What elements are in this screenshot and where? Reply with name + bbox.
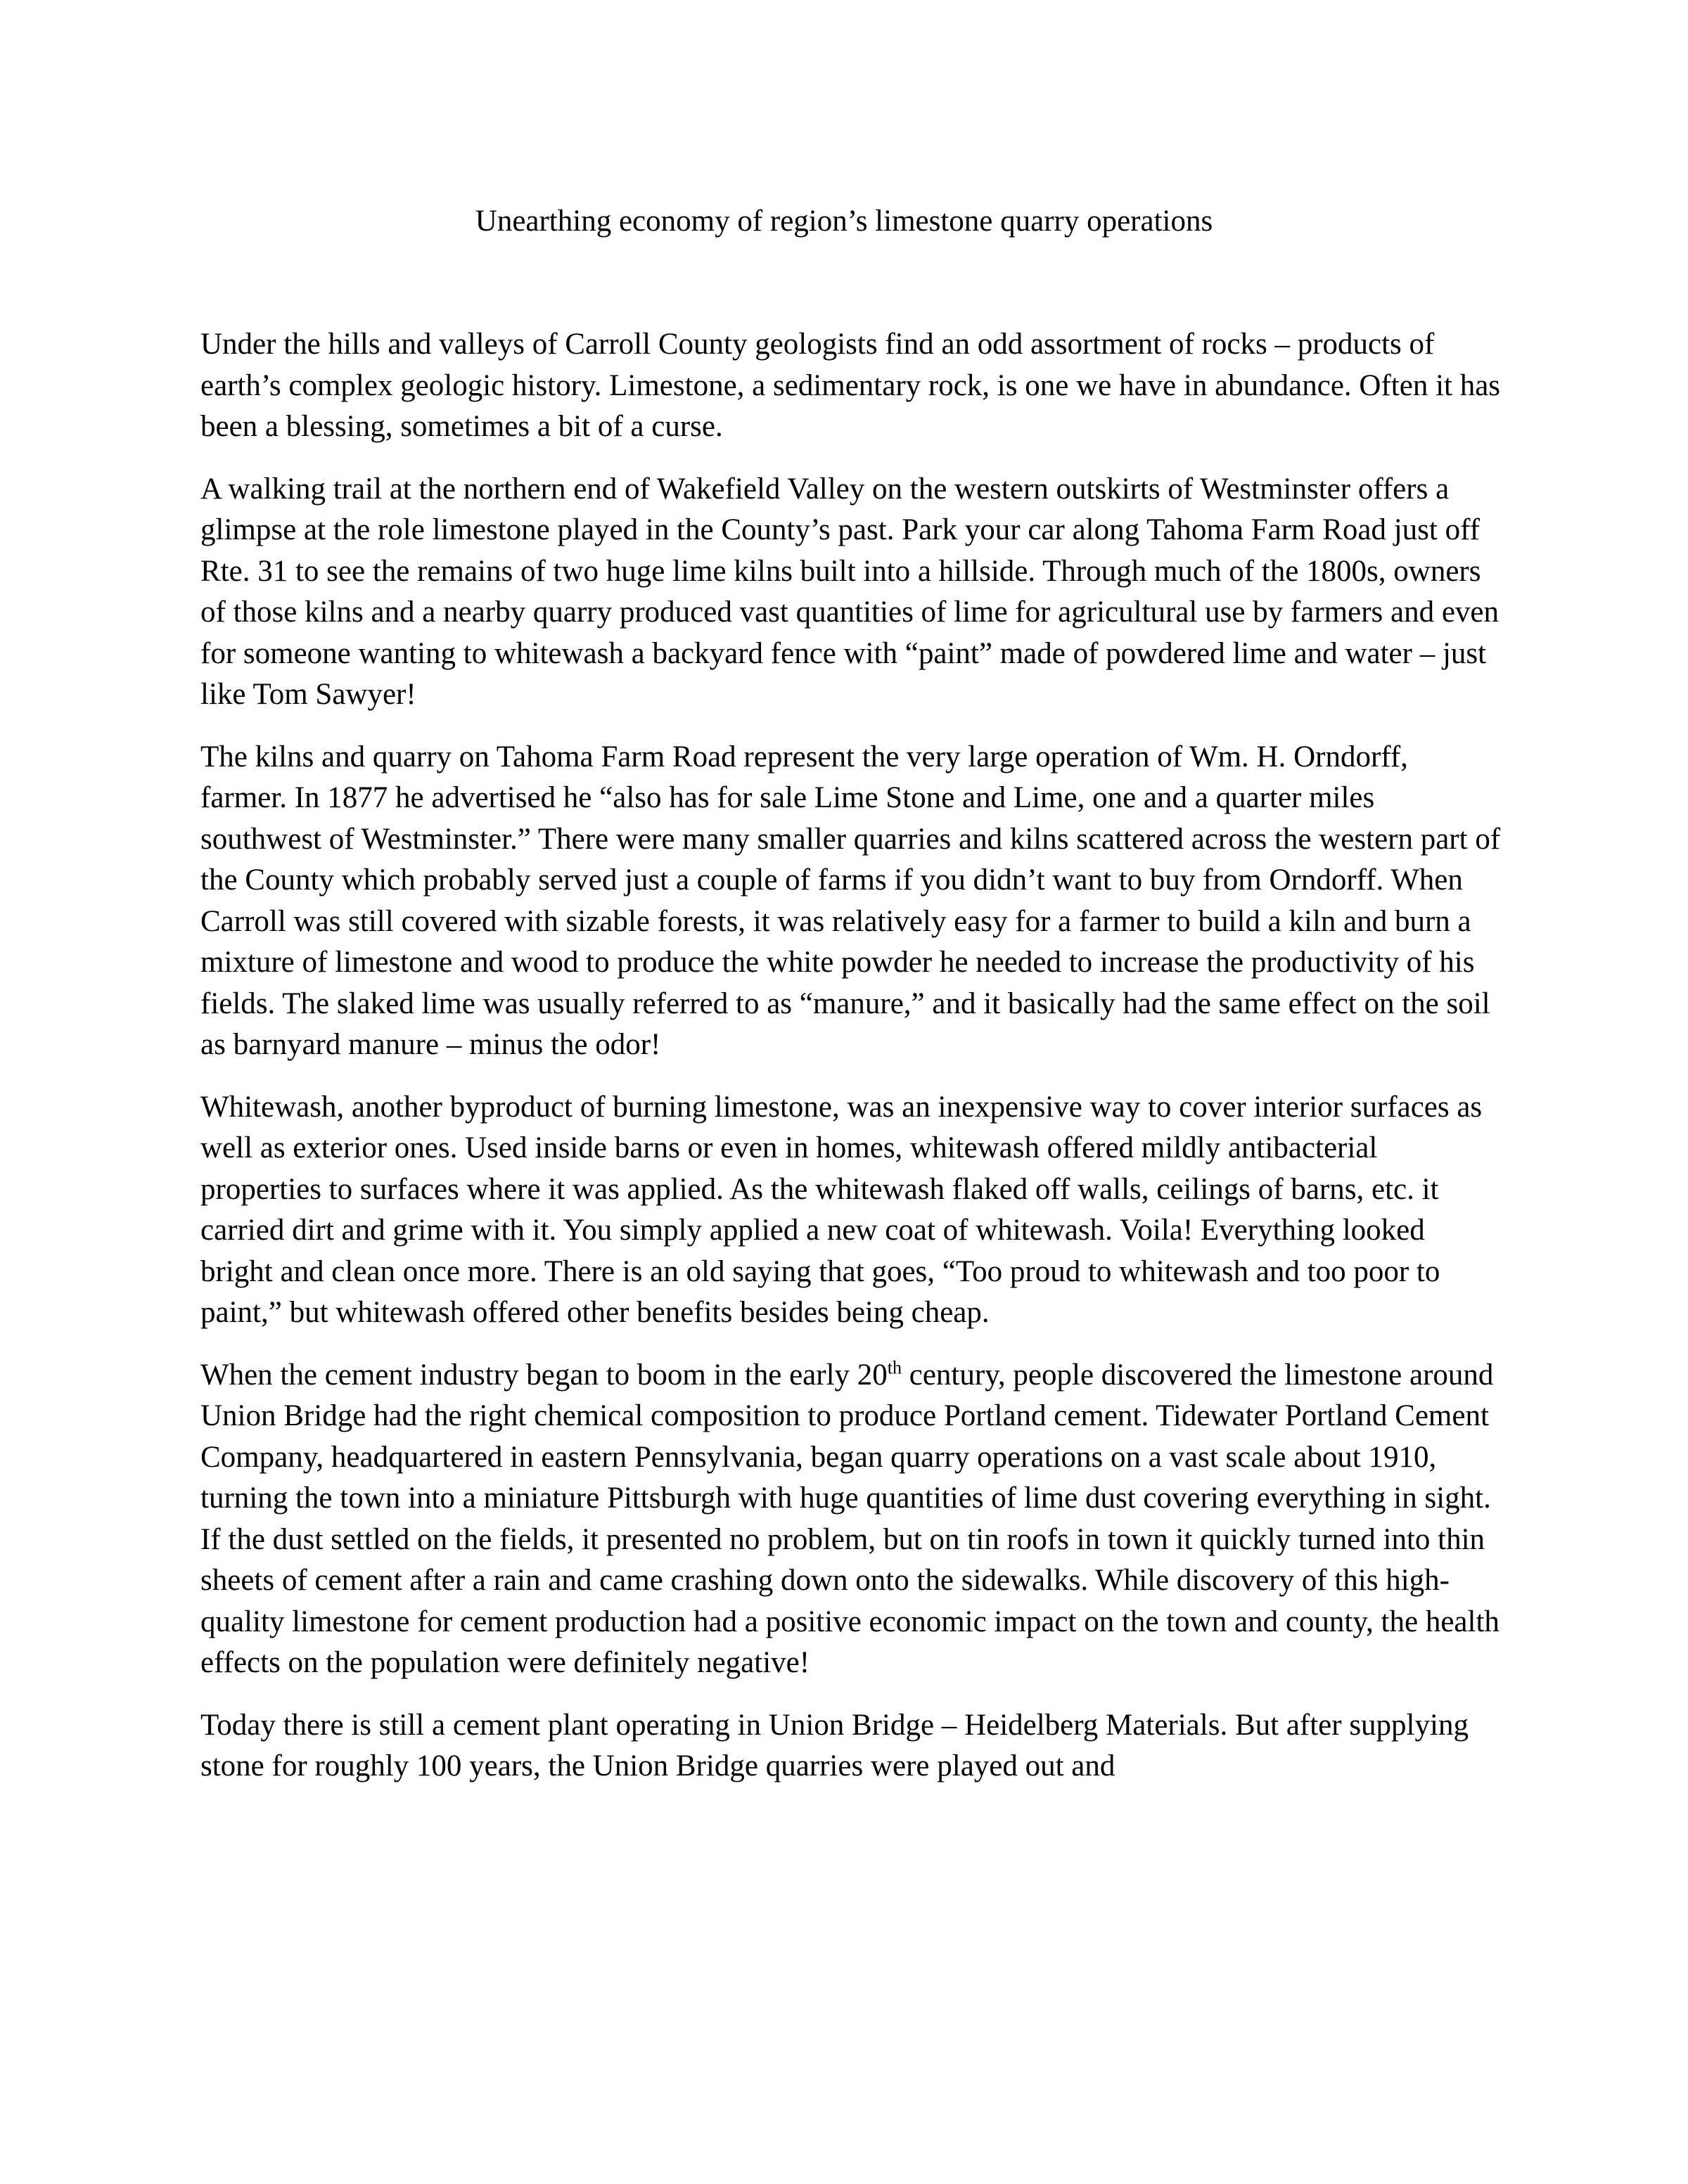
paragraph-1: Under the hills and valleys of Carroll County geologists find an odd assortment of rocks – products of earth’s complex geologic history. Limestone, a sedimentary rock, is one we have in abundance. Often it has been a blessing, sometimes a bit of a curse. — [200, 328, 1501, 443]
paragraph-6: Today there is still a cement plant operating in Union Bridge – Heidelberg Materials. But after supplying stone for roughly 100 years, the Union Bridge quarries were played out and — [200, 1708, 1469, 1782]
paragraph-2: A walking trail at the northern end of Wakefield Valley on the western outskirts of Westminster offers a glimpse at the role limestone played in the County’s past. Park your car along Tahoma Farm Road just off Rte. 31 to see the remains of two huge lime kilns built into a hillside. Through much of the 1800s, owners of those kilns and a nearby quarry produced vast quantities of lime for agricultural use by farmers and even for someone wanting to whitewash a backyard fence with “paint” made of powdered lime and water – just like Tom Sawyer! — [200, 472, 1499, 711]
ordinal-superscript: th — [887, 1357, 902, 1378]
document-body — [200, 324, 1502, 1809]
paragraph-5-text-end: century, people discovered the limestone around Union Bridge had the right chemical composition to produce Portland cement. Tidewater Portland Cement Company, headquartered in eastern Pennsylvania, began quarry operations on a vast scale about 1910, turning the town into a miniature Pittsburgh with huge quantities of lime dust covering everything in sight. If the dust settled on the fields, it presented no problem, but on tin roofs in town it quickly turned into thin sheets of cement after a rain and came crashing down onto the sidewalks. While discovery of this high-quality limestone for cement production had a positive economic impact on the town and county, the health effects on the population were definitely negative! — [200, 1358, 1500, 1679]
paragraph-5 — [200, 1355, 1502, 1684]
paragraph-5-text-start: When the cement industry began to boom in the early 20 — [200, 1358, 888, 1392]
document-title: Unearthing economy of region’s limestone quarry operations — [475, 205, 1213, 238]
paragraph-3: The kilns and quarry on Tahoma Farm Road represent the very large operation of Wm. H. Orndorff, farmer. In 1877 he advertised he “also has for sale Lime Stone and Lime, one and a quarter miles southwest of Westminster.” There were many smaller quarries and kilns scattered across the western part of the County which probably served just a couple of farms if you didn’t want to buy from Orndorff. When Carroll was still covered with sizable forests, it was relatively easy for a farmer to build a kiln and burn a mixture of limestone and wood to produce the white powder he needed to increase the productivity of his fields. The slaked lime was usually referred to as “manure,” and it basically had the same effect on the soil as barnyard manure – minus the odor! — [200, 740, 1501, 1061]
paragraph-4: Whitewash, another byproduct of burning limestone, was an inexpensive way to cover interior surfaces as well as exterior ones. Used inside barns or even in homes, whitewash offered mildly antibacterial properties to surfaces where it was applied. As the whitewash flaked off walls, ceilings of barns, etc. it carried dirt and grime with it. You simply applied a new coat of whitewash. Voila! Everything looked bright and clean once more. There is an old saying that goes, “Too proud to whitewash and too poor to paint,” but whitewash offered other benefits besides being cheap. — [200, 1090, 1483, 1329]
